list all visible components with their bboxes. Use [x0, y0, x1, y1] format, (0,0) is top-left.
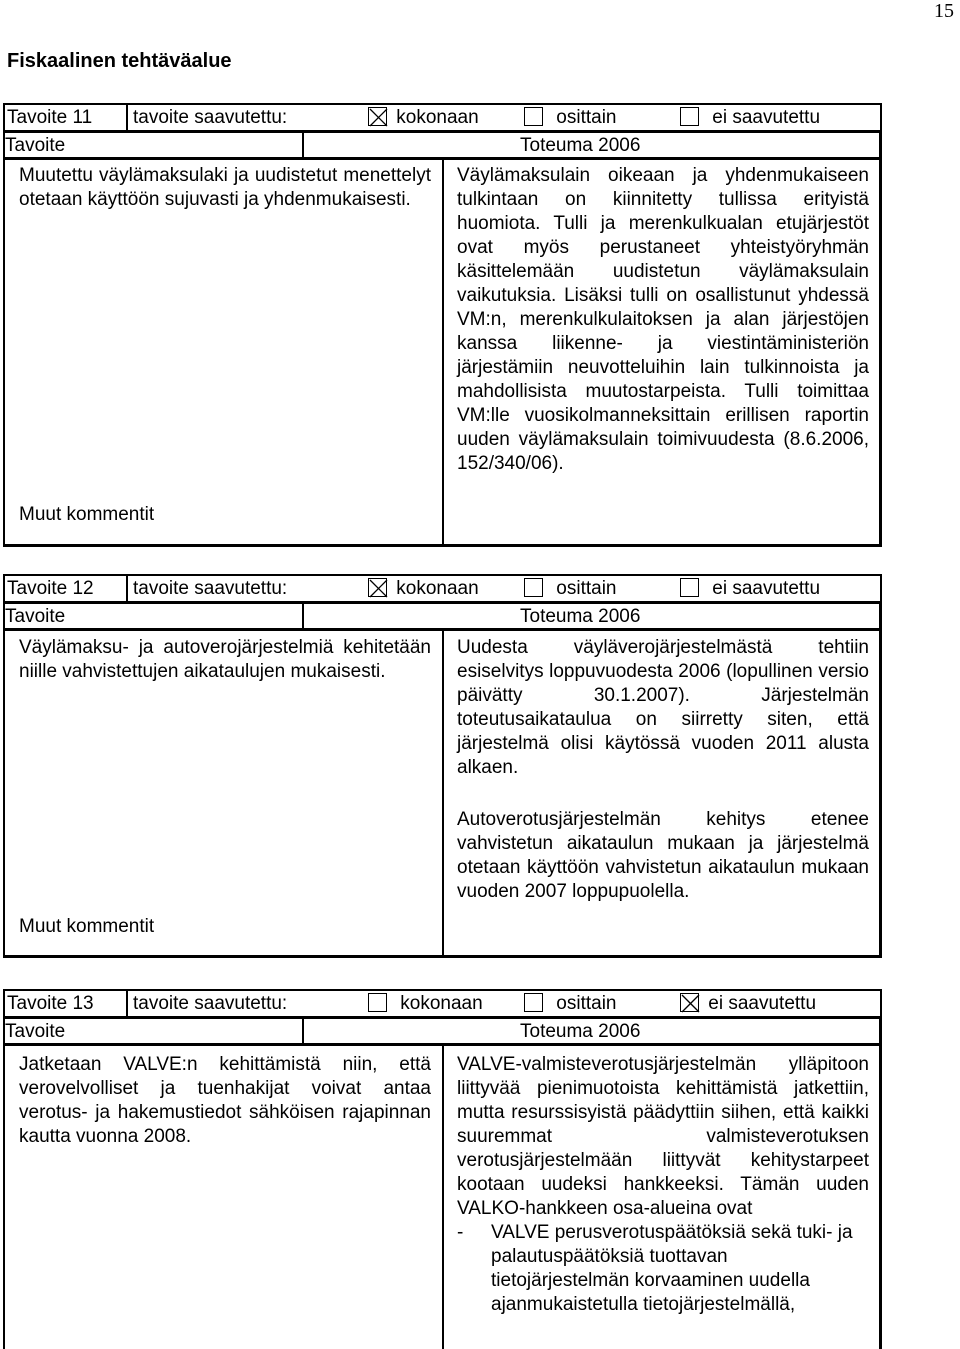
divider	[126, 576, 128, 601]
list-dash: -	[457, 1222, 464, 1243]
goal-id: Tavoite 13	[7, 993, 94, 1014]
goal-body	[3, 160, 882, 547]
option-not	[680, 107, 820, 129]
option-label: kokonaan	[396, 578, 479, 599]
other-comments-label: Muut kommentit	[19, 504, 155, 525]
goal-block	[3, 989, 882, 1349]
goal-text: Jatketaan VALVE:n kehittämistä niin, että verovelvolliset ja tuenhakijat voivat antaa verotus- ja hakemustiedot sähköisen rajapinnan kautta vuonna 2008.	[19, 1054, 431, 1147]
goal-body	[3, 631, 882, 958]
checkbox-icon[interactable]	[524, 107, 543, 126]
option-not	[680, 578, 820, 600]
divider	[442, 160, 444, 544]
divider	[442, 1046, 444, 1349]
divider	[126, 105, 128, 130]
list-item-text: VALVE perusverotuspäätöksiä sekä tuki- ja palautuspäätöksiä tuottavan tietojärjestelmän korvaaminen uudella ajanmukaistetulla tietojärjestelmällä,	[491, 1222, 853, 1315]
option-label: kokonaan	[396, 107, 479, 128]
status-prefix: tavoite saavutettu:	[133, 578, 288, 599]
goal-block	[3, 574, 882, 958]
goal-text: Väylämaksu- ja autoverojärjestelmiä kehitetään niille vahvistettujen aikataulujen mukaisesti.	[19, 637, 431, 682]
checkbox-icon[interactable]	[680, 107, 699, 126]
goal-id: Tavoite 11	[7, 107, 93, 128]
status-prefix: tavoite saavutettu:	[133, 107, 288, 128]
goal-header	[3, 989, 882, 1019]
divider	[442, 631, 444, 955]
result-text: Uudesta väyläverojärjestelmästä tehtiin esiselvitys loppuvuodesta 2006 (lopullinen versio päivätty 30.1.2007). Järjestelmän toteutusaikataulua on siirretty siten, että järjestelmä olisi käytössä vuoden 2011 alusta alkaen.	[457, 637, 869, 778]
goal-header	[3, 103, 882, 133]
option-label: ei saavutettu	[708, 993, 817, 1014]
checkbox-icon[interactable]	[524, 993, 543, 1012]
page-number: 15	[934, 0, 954, 22]
other-comments-label: Muut kommentit	[19, 916, 155, 937]
result-column-header: Toteuma 2006	[520, 606, 641, 627]
goal-column-header: Tavoite	[5, 1021, 66, 1042]
option-partial	[524, 578, 616, 600]
checkbox-checked-icon[interactable]	[680, 993, 699, 1012]
option-label: ei saavutettu	[712, 578, 821, 599]
column-header-row	[3, 133, 882, 160]
status-prefix: tavoite saavutettu:	[133, 993, 288, 1014]
goal-header	[3, 574, 882, 604]
divider	[302, 1019, 304, 1043]
divider	[126, 991, 128, 1016]
goal-column-header: Tavoite	[5, 135, 66, 156]
option-label: osittain	[556, 578, 617, 599]
divider	[302, 604, 304, 628]
goal-block	[3, 103, 882, 547]
option-label: osittain	[556, 107, 617, 128]
option-label: kokonaan	[400, 993, 483, 1014]
goal-column-header: Tavoite	[5, 606, 66, 627]
checkbox-checked-icon[interactable]	[368, 107, 387, 126]
option-label: ei saavutettu	[712, 107, 821, 128]
result-text: Väylämaksulain oikeaan ja yhdenmukaiseen tulkintaan on kiinnitetty tullissa erityistä huomiota. Tulli ja merenkulkualan etujärjestöt ovat myös perustaneet yhteistyöryhmän käsittelemään uudistetun väylämaksulain vaikutuksia. Lisäksi tulli on osallistunut yhdessä VM:n, merenkulkulaitoksen ja alan järjestöjen kanssa liikenne- ja viestintäministeriön järjestämiin neuvotteluihin lain tulkinnoista ja mahdollisista muutostarpeista. Tulli toimittaa VM:lle vuosikolmanneksittain erillisen raportin uuden väylämaksulain toimivuudesta (8.6.2006, 152/340/06).	[457, 165, 869, 474]
option-full	[368, 107, 479, 129]
checkbox-icon[interactable]	[524, 578, 543, 597]
result-column-header: Toteuma 2006	[520, 135, 641, 156]
goal-id: Tavoite 12	[7, 578, 94, 599]
result-column-header: Toteuma 2006	[520, 1021, 641, 1042]
divider	[302, 133, 304, 157]
option-full	[368, 578, 479, 600]
result-text: Autoverotusjärjestelmän kehitys etenee vahvistetun aikataulun mukaan ja järjestelmä otetaan käyttöön vahvistetun aikataulun mukaan vuoden 2007 loppupuolella.	[457, 809, 869, 902]
option-full	[368, 993, 483, 1015]
list-item	[457, 1221, 869, 1317]
checkbox-checked-icon[interactable]	[368, 578, 387, 597]
option-partial	[524, 107, 616, 129]
option-label: osittain	[556, 993, 617, 1014]
goal-text: Muutettu väylämaksulaki ja uudistetut menettelyt otetaan käyttöön sujuvasti ja yhdenmukaisesti.	[19, 165, 431, 210]
column-header-row	[3, 604, 882, 631]
checkbox-icon[interactable]	[368, 993, 387, 1012]
checkbox-icon[interactable]	[680, 578, 699, 597]
result-text	[457, 1053, 869, 1317]
column-header-row	[3, 1019, 882, 1046]
option-partial	[524, 993, 616, 1015]
option-not	[680, 993, 816, 1015]
result-paragraph: VALVE-valmisteverotusjärjestelmän ylläpitoon liittyvää pienimuotoista kehittämistä jatkettiin, mutta resurssisyistä päädyttiin siihen, että kaikki suuremmat valmisteverotuksen verotusjärjestelmään liittyvät kehitystarpeet kootaan uudeksi hankkeeksi. Tämän uuden VALKO-hankkeen osa-alueina ovat	[457, 1054, 869, 1219]
goal-body	[3, 1046, 882, 1349]
section-title: Fiskaalinen tehtäväalue	[7, 50, 232, 72]
